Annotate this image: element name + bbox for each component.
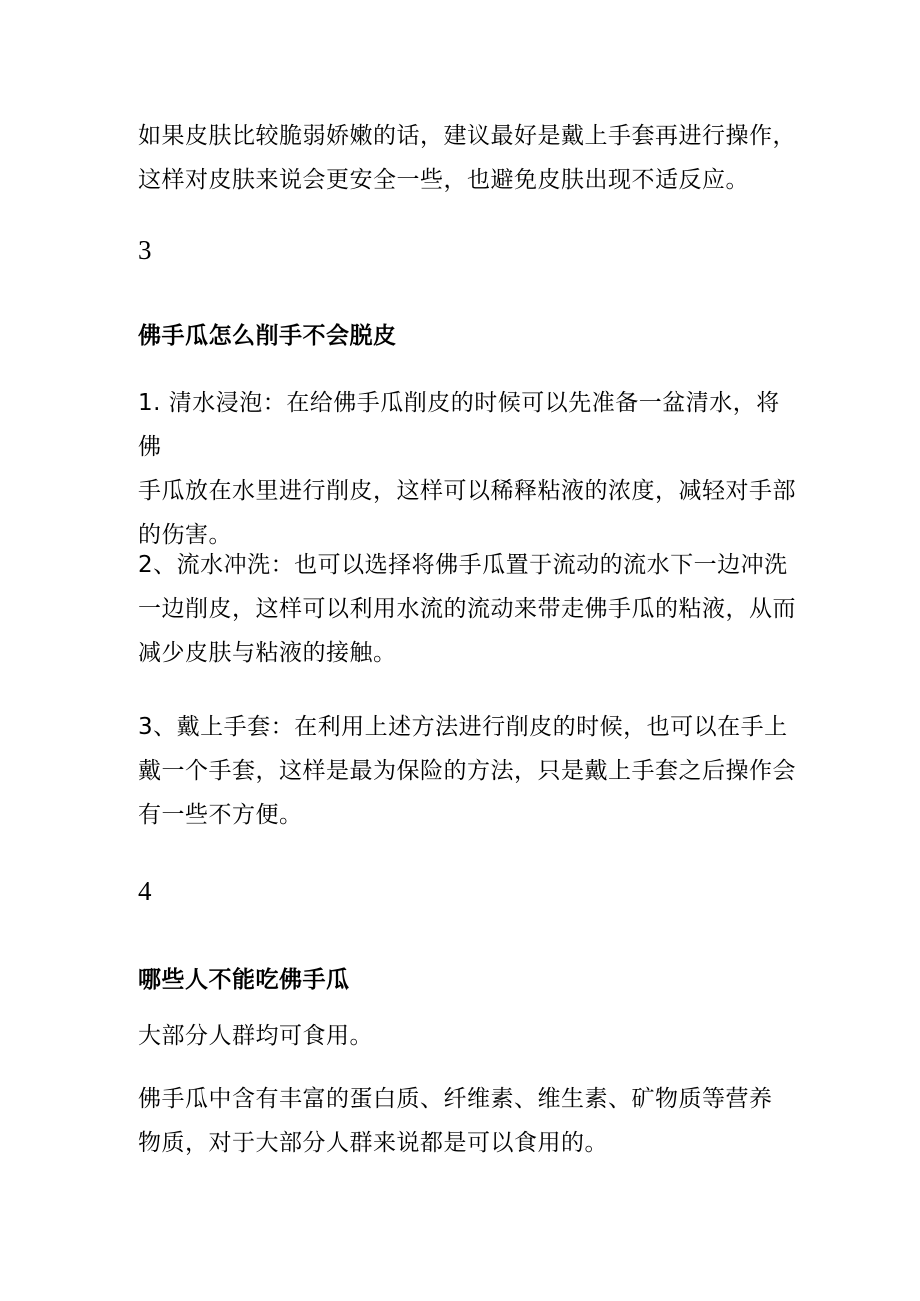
section-heading-who-cannot-eat: 哪些人不能吃佛手瓜 — [138, 967, 350, 993]
list-item-gloves: 3、戴上手套：在利用上述方法进行削皮的时候，也可以在手上 戴一个手套，这样是最为保险的方法，只是戴上手套之后操作会 有一些不方便。 — [138, 714, 796, 828]
paragraph-most-people: 大部分人群均可食用。 — [138, 1023, 373, 1049]
section-heading-peeling: 佛手瓜怎么削手不会脱皮 — [138, 323, 397, 349]
section-number-4: 4 — [138, 876, 152, 906]
paragraph-nutrition: 佛手瓜中含有丰富的蛋白质、纤维素、维生素、矿物质等营养 物质，对于大部分人群来说都是可以食用的。 — [138, 1086, 773, 1156]
list-item-rinse: 2、流水冲洗：也可以选择将佛手瓜置于流动的流水下一边冲洗 一边削皮，这样可以利用水流的流动来带走佛手瓜的粘液，从而 减少皮肤与粘液的接触。 — [138, 552, 796, 666]
section-number-3: 3 — [138, 235, 152, 265]
paragraph-glove-advice: 如果皮肤比较脆弱娇嫩的话，建议最好是戴上手套再进行操作， 这样对皮肤来说会更安全一些，也避免皮肤出现不适反应。 — [138, 123, 796, 193]
list-item-soak: 1. 清水浸泡：在给佛手瓜削皮的时候可以先准备一盆清水，将佛 手瓜放在水里进行削皮，这样可以稀释粘液的浓度，减轻对手部 的伤害。 — [138, 390, 796, 548]
